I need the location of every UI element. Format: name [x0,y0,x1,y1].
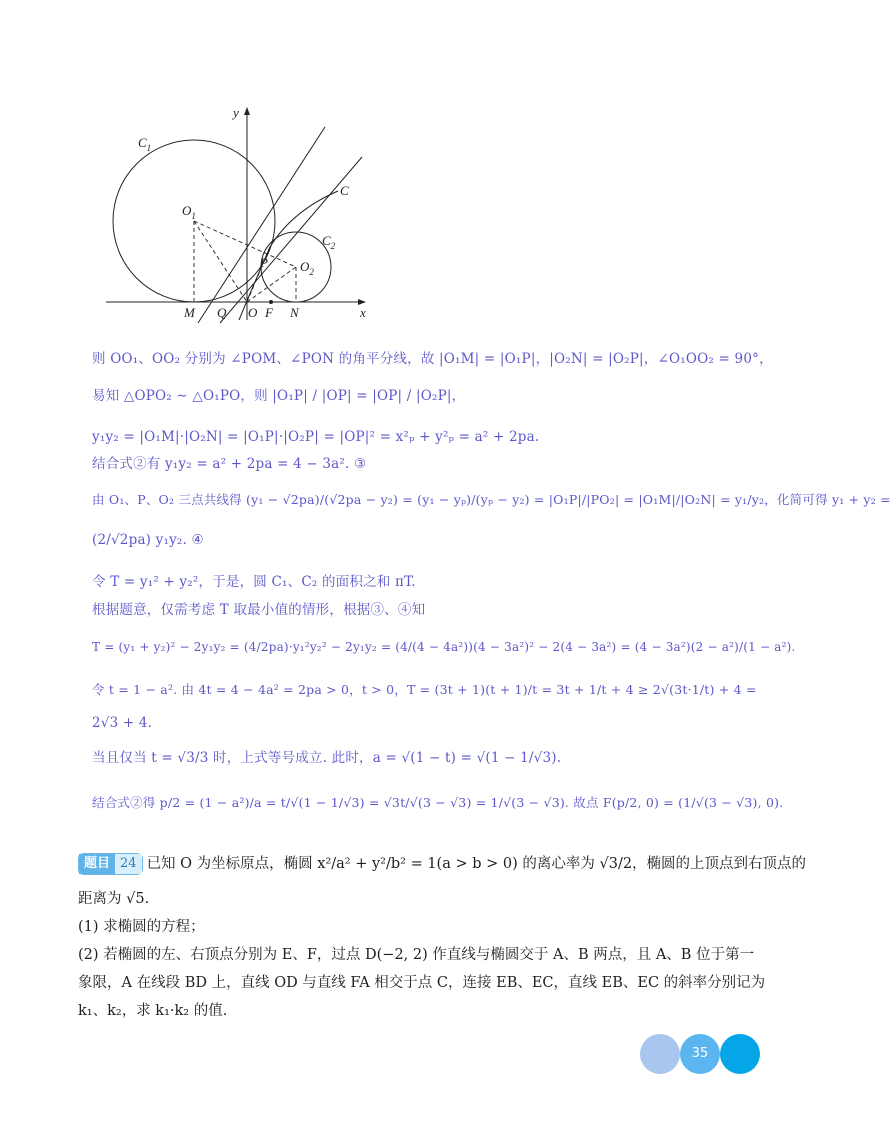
label-y: y [233,105,239,120]
solution-line: 结合式②得 p/2 = (1 − a²)/a = t/√(1 − 1/√3) = √3t/√(3 − √3) = 1/√(3 − √3). 故点 F(p/2, 0) = (1/√(3 − √3), 0). [92,795,784,810]
solution-line: 令 t = 1 − a². 由 4t = 4 − 4a² = 2pa > 0，t > 0，T = (3t + 1)(t + 1)/t = 3t + 1/t + 4 ≥ 2√(3t·1/t) + 4 = [92,682,757,697]
label-p: P [260,255,268,270]
problem-line: 象限，A 在线段 BD 上，直线 OD 与直线 FA 相交于点 C，连接 EB、EC，直线 EB、EC 的斜率分别记为 [78,975,766,991]
solution-line: T = (y₁ + y₂)² − 2y₁y₂ = (4/2pa)·y₁²y₂² − 2y₁y₂ = (4/(4 − 4a²))(4 − 3a²)² − 2(4 − 3a²) = (4 − 3a²)(2 − a²)/(1 − a²). [92,640,796,654]
label-o2: $O_2$ [300,259,314,277]
problem-line: (1) 求椭圆的方程； [78,919,205,935]
solution-line: y₁y₂ = |O₁M|·|O₂N| = |O₁P|·|O₂P| = |OP|² = x²ₚ + y²ₚ = a² + 2pa. [92,429,540,445]
solution-line: 根据题意，仅需考虑 T 取最小值的情形，根据③、④知 [92,602,426,618]
geometry-figure [100,95,390,325]
problem-tag-label: 题目 [79,854,115,874]
label-o1: $O_1$ [182,203,196,221]
problem-line: (2) 若椭圆的左、右顶点分别为 E、F，过点 D(−2, 2) 作直线与椭圆交于 A、B 两点，且 A、B 位于第一 [78,947,755,963]
tangent-line-1 [198,127,325,323]
label-c2: $C_2$ [322,233,336,251]
label-x: x [360,305,366,320]
solution-line: 当且仅当 t = √3/3 时，上式等号成立. 此时，a = √(1 − t) = √(1 − 1/√3). [92,750,562,766]
solution-line: 则 OO₁、OO₂ 分别为 ∠POM、∠PON 的角平分线，故 |O₁M| = |O₁P|，|O₂N| = |O₂P|，∠O₁OO₂ = 90°， [92,351,773,367]
solution-line: 令 T = y₁² + y₂²，于是，圆 C₁、C₂ 的面积之和 πT. [92,574,416,590]
label-c1: $C_1$ [138,135,152,153]
badge-circle [640,1034,680,1074]
problem-tag [78,853,143,875]
badge-circle [720,1034,760,1074]
page-number: 35 [691,1046,709,1061]
problem-line [78,853,807,875]
y-axis-arrow [244,107,250,115]
problem-text: 已知 O 为坐标原点，椭圆 x²/a² + y²/b² = 1(a > b > 0) 的离心率为 √3/2，椭圆的上顶点到右顶点的 [146,856,807,872]
solution-line: (2/√2pa) y₁y₂. ④ [92,532,204,548]
parabola-c [239,191,338,320]
point-f [269,300,273,304]
dashed-o1-o2 [194,221,296,267]
label-o: O [248,305,258,320]
label-m: M [184,305,195,320]
page-number-badge [640,1034,760,1074]
solution-line: 2√3 + 4. [92,715,153,731]
problem-tag-number: 24 [115,854,142,874]
label-f: F [265,305,273,320]
solution-line: 结合式②有 y₁y₂ = a² + 2pa = 4 − 3a². ③ [92,456,367,472]
solution-line: 由 O₁、P、O₂ 三点共线得 (y₁ − √2pa)/(√2pa − y₂) = (y₁ − yₚ)/(yₚ − y₂) = |O₁P|/|PO₂| = |O₁M|/|O₂N| = y₁/y₂，化简可得 y₁ + y₂ = [92,492,891,507]
tangent-line-2 [220,157,362,323]
label-q: Q [217,305,227,320]
label-n: N [290,305,299,320]
problem-line: k₁、k₂，求 k₁·k₂ 的值. [78,1003,228,1019]
problem-line: 距离为 √5. [78,891,150,907]
solution-line: 易知 △OPO₂ ∼ △O₁PO，则 |O₁P| / |OP| = |OP| / |O₂P|， [92,388,466,404]
label-c: C [340,183,349,198]
